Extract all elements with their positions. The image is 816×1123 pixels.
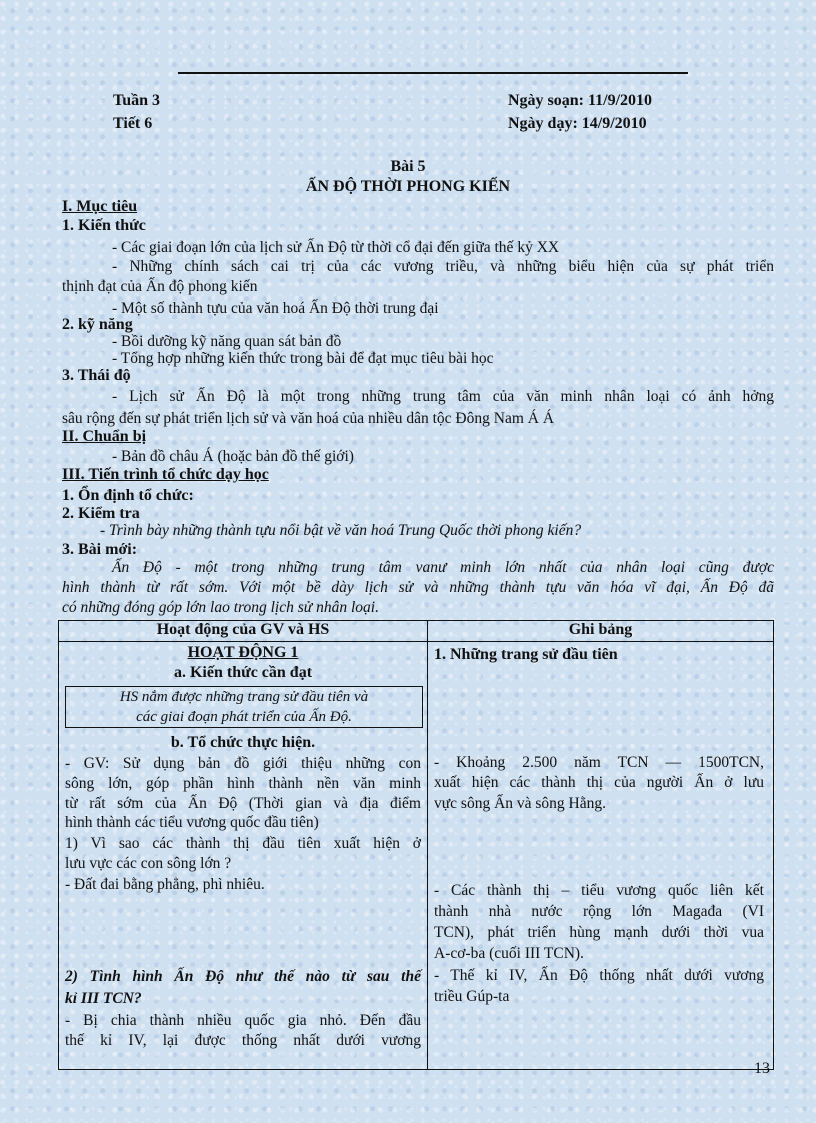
activity-1-heading: HOẠT ĐỘNG 1 [187, 644, 299, 661]
gv-line-4: hình thành các tiểu vương quốc đầu tiên) [65, 814, 319, 831]
knowledge-line-2b: thịnh đạt của Ấn độ phong kiến [62, 278, 258, 295]
knowledge-line-2a: - Những chính sách cai trị của các vương triều, và những biểu hiện của sự phát triển [112, 258, 774, 275]
question-1-line-2: lưu vực các con sông lớn ? [65, 855, 232, 872]
lesson-title: ẤN ĐỘ THỜI PHONG KIẾN [305, 178, 511, 195]
board-line-4: - Các thành thị – tiểu vương quốc liên kết [434, 882, 764, 899]
board-line-6: TCN), phát triển hùng mạnh dưới thời vua [434, 924, 764, 941]
knowledge-heading: 1. Kiến thức [62, 217, 146, 234]
question-1-line-1: 1) Vì sao các thành thị đầu tiên xuất hiện ở [65, 835, 421, 852]
skills-line-2: - Tổng hợp những kiến thức trong bài để đạt mục tiêu bài học [112, 350, 494, 367]
box-line-2: các giai đoạn phát triển của Ấn Độ. [136, 709, 352, 725]
answer-2-line-2: thế kỉ IV, lại được thống nhất dưới vương [65, 1032, 421, 1049]
step-3-heading: 3. Bài mới: [62, 541, 138, 558]
skills-heading: 2. kỹ năng [62, 316, 133, 333]
gv-line-2: sông lớn, góp phần hình thành nền văn minh [65, 775, 421, 792]
header-rule [178, 72, 688, 74]
attitude-line-1b: sâu rộng đến sự phát triển lịch sử và văn hoá của nhiều dân tộc Đông Nam Á Á [62, 410, 555, 427]
prep-date: Ngày soạn: 11/9/2010 [508, 92, 653, 109]
answer-1: - Đất đai bằng phẳng, phì nhiêu. [65, 876, 265, 893]
board-line-3: vực sông Ấn và sông Hằng. [434, 795, 606, 812]
answer-2-line-1: - Bị chia thành nhiều quốc gia nhỏ. Đến đầu [65, 1012, 421, 1029]
board-line-1: - Khoảng 2.500 năm TCN — 1500TCN, [434, 754, 764, 771]
board-line-7: A-cơ-ba (cuối III TCN). [434, 945, 584, 962]
activities-cell [59, 642, 428, 1070]
question-2-line-1: 2) Tình hình Ấn Độ như thế nào từ sau thế [65, 968, 421, 985]
box-line-1: HS nắm được những trang sử đầu tiên và [119, 689, 369, 705]
process-heading: III. Tiến trình tổ chức dạy học [62, 466, 269, 483]
knowledge-line-1: - Các giai đoạn lớn của lịch sử Ấn Độ từ thời cổ đại đến giữa thế kỷ XX [112, 239, 560, 256]
board-line-8: - Thế kỉ IV, Ấn Độ thống nhất dưới vương [434, 967, 764, 984]
knowledge-needed-box [65, 686, 423, 728]
preparation-heading: II. Chuẩn bị [62, 428, 147, 445]
intro-line-3: có những đóng góp lớn lao trong lịch sử nhân loại. [62, 599, 379, 616]
review-question: - Trình bày những thành tựu nổi bật về văn hoá Trung Quốc thời phong kiến? [100, 522, 582, 539]
step-1-heading: 1. Ổn định tổ chức: [62, 487, 194, 504]
objectives-heading: I. Mục tiêu [62, 198, 138, 215]
skills-line-1: - Bồi dưỡng kỹ năng quan sát bản đồ [112, 333, 342, 350]
board-line-5: thành nhà nước rộng lớn Magađa (VI [434, 903, 764, 920]
intro-line-1: Ấn Độ - một trong những trung tâm vanư minh lớn nhất của nhân loại cũng được [112, 559, 774, 576]
page-number: 13 [754, 1060, 770, 1077]
week-label: Tuần 3 [113, 92, 160, 109]
board-line-9: triều Gúp-ta [434, 988, 510, 1005]
knowledge-needed-heading: a. Kiến thức cần đạt [173, 664, 313, 681]
organization-heading: b. Tổ chức thực hiện. [170, 734, 316, 751]
col-header-activities: Hoạt động của GV và HS [59, 621, 428, 642]
step-2-heading: 2. Kiểm tra [62, 505, 140, 522]
board-cell [428, 642, 774, 1070]
knowledge-line-3: - Một số thành tựu của văn hoá Ấn Độ thời trung đại [112, 300, 439, 317]
teach-date: Ngày dạy: 14/9/2010 [508, 115, 647, 132]
board-heading: 1. Những trang sử đầu tiên [434, 646, 618, 663]
gv-line-1: - GV: Sử dụng bản đồ giới thiệu những con [65, 755, 421, 772]
question-2-line-2: kỉ III TCN? [65, 990, 142, 1007]
attitude-line-1a: - Lịch sử Ấn Độ là một trong những trung tâm của văn minh nhân loại có ảnh hởng [112, 388, 774, 405]
lesson-table [58, 620, 774, 1070]
board-line-2: xuất hiện các thành thị của người Ấn ở lưu [434, 774, 764, 791]
period-label: Tiết 6 [113, 115, 153, 132]
preparation-line-1: - Bản đồ châu Á (hoặc bản đồ thế giới) [112, 448, 354, 465]
gv-line-3: từ rất sớm của Ấn Độ (Thời gian và địa điểm [65, 795, 421, 812]
attitude-heading: 3. Thái độ [62, 367, 131, 384]
lesson-number: Bài 5 [390, 158, 426, 175]
col-header-board: Ghi bảng [428, 621, 774, 642]
intro-line-2: hình thành từ rất sớm. Với một bề dày lịch sử và những thành tựu văn hóa vĩ đại, Ấn Độ đã [62, 579, 774, 596]
